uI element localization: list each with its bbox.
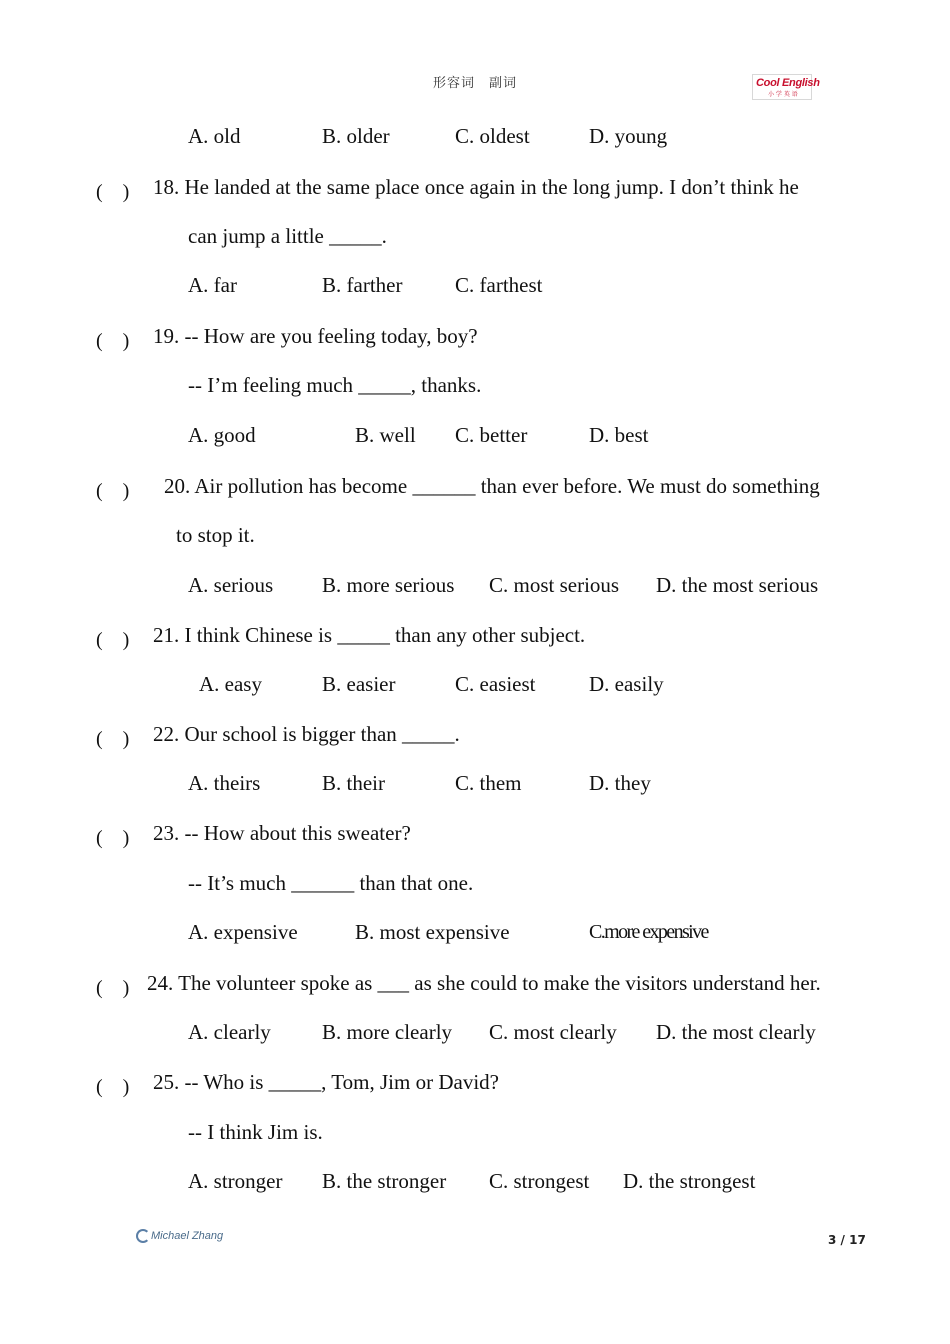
q22-answer-blank[interactable]: ( ): [96, 728, 130, 750]
q25-option-d: D. the strongest: [623, 1169, 756, 1193]
logo-subtitle: 小 学 英 语: [768, 91, 798, 98]
q18-answer-blank[interactable]: ( ): [96, 181, 130, 203]
q19-answer-blank[interactable]: ( ): [96, 330, 130, 352]
q19-question-line1: 19. -- How are you feeling today, boy?: [153, 324, 478, 348]
q24-answer-blank[interactable]: ( ): [96, 977, 130, 999]
q22-option-c: C. them: [455, 771, 522, 795]
q23-question-line2: -- It’s much ______ than that one.: [188, 871, 474, 895]
q18-option-c: C. farthest: [455, 273, 543, 297]
q25-option-b: B. the stronger: [322, 1169, 447, 1193]
q19-option-d: D. best: [589, 423, 649, 447]
q22-option-d: D. they: [589, 771, 651, 795]
q25-question-line2: -- I think Jim is.: [188, 1120, 323, 1144]
q19-option-a: A. good: [188, 423, 256, 447]
q21-answer-blank[interactable]: ( ): [96, 629, 130, 651]
q20-option-c: C. most serious: [489, 573, 620, 597]
q24-question-line1: 24. The volunteer spoke as ___ as she could to make the visitors understand her.: [147, 971, 821, 995]
swirl-icon: [136, 1229, 150, 1243]
michael-zhang-logo: [136, 1229, 223, 1243]
q20-question-line2: to stop it.: [176, 523, 255, 547]
q22-option-a: A. theirs: [188, 771, 261, 795]
footer-logo-text: Michael Zhang: [151, 1229, 224, 1242]
logo-initial: C: [756, 77, 764, 89]
q23-answer-blank[interactable]: ( ): [96, 827, 130, 849]
q20-question-line1: 20. Air pollution has become ______ than ever before. We must do something: [164, 474, 820, 498]
q20-option-b: B. more serious: [322, 573, 455, 597]
q22-option-b: B. their: [322, 771, 385, 795]
q24-option-b: B. more clearly: [322, 1020, 453, 1044]
q18-option-a: A. far: [188, 273, 237, 297]
q21-option-d: D. easily: [589, 672, 664, 696]
q22-question-line1: 22. Our school is bigger than _____.: [153, 722, 460, 746]
q24-option-c: C. most clearly: [489, 1020, 617, 1044]
q25-option-c: C. strongest: [489, 1169, 590, 1193]
q17-option-d: D. young: [589, 124, 668, 148]
q23-option-b: B. most expensive: [355, 920, 510, 944]
cool-english-logo: [752, 74, 820, 100]
q19-option-c: C. better: [455, 423, 528, 447]
page-number: 3 / 17: [828, 1233, 866, 1247]
q21-option-b: B. easier: [322, 672, 396, 696]
q20-answer-blank[interactable]: ( ): [96, 480, 130, 502]
q24-option-a: A. clearly: [188, 1020, 271, 1044]
q25-option-a: A. stronger: [188, 1169, 283, 1193]
q23-option-c: C.more expensive: [589, 921, 708, 943]
q20-option-a: A. serious: [188, 573, 274, 597]
q20-option-d: D. the most serious: [656, 573, 819, 597]
page-header-title: 形容词 副词: [432, 76, 517, 91]
q18-question-line2: can jump a little _____.: [188, 224, 387, 248]
q25-answer-blank[interactable]: ( ): [96, 1076, 130, 1098]
logo-text: ool English: [763, 77, 820, 89]
q21-option-a: A. easy: [199, 672, 262, 696]
q18-question-line1: 18. He landed at the same place once again in the long jump. I don’t think he: [153, 175, 799, 199]
q19-option-b: B. well: [355, 423, 416, 447]
q24-option-d: D. the most clearly: [656, 1020, 816, 1044]
q17-option-c: C. oldest: [455, 124, 530, 148]
q23-question-line1: 23. -- How about this sweater?: [153, 821, 411, 845]
q25-question-line1: 25. -- Who is _____, Tom, Jim or David?: [153, 1070, 499, 1094]
q17-option-b: B. older: [322, 124, 390, 148]
q18-option-b: B. farther: [322, 273, 403, 297]
q21-option-c: C. easiest: [455, 672, 536, 696]
q23-option-a: A. expensive: [188, 920, 298, 944]
q19-question-line2: -- I’m feeling much _____, thanks.: [188, 373, 482, 397]
q21-question-line1: 21. I think Chinese is _____ than any other subject.: [153, 623, 586, 647]
q17-option-a: A. old: [188, 124, 241, 148]
